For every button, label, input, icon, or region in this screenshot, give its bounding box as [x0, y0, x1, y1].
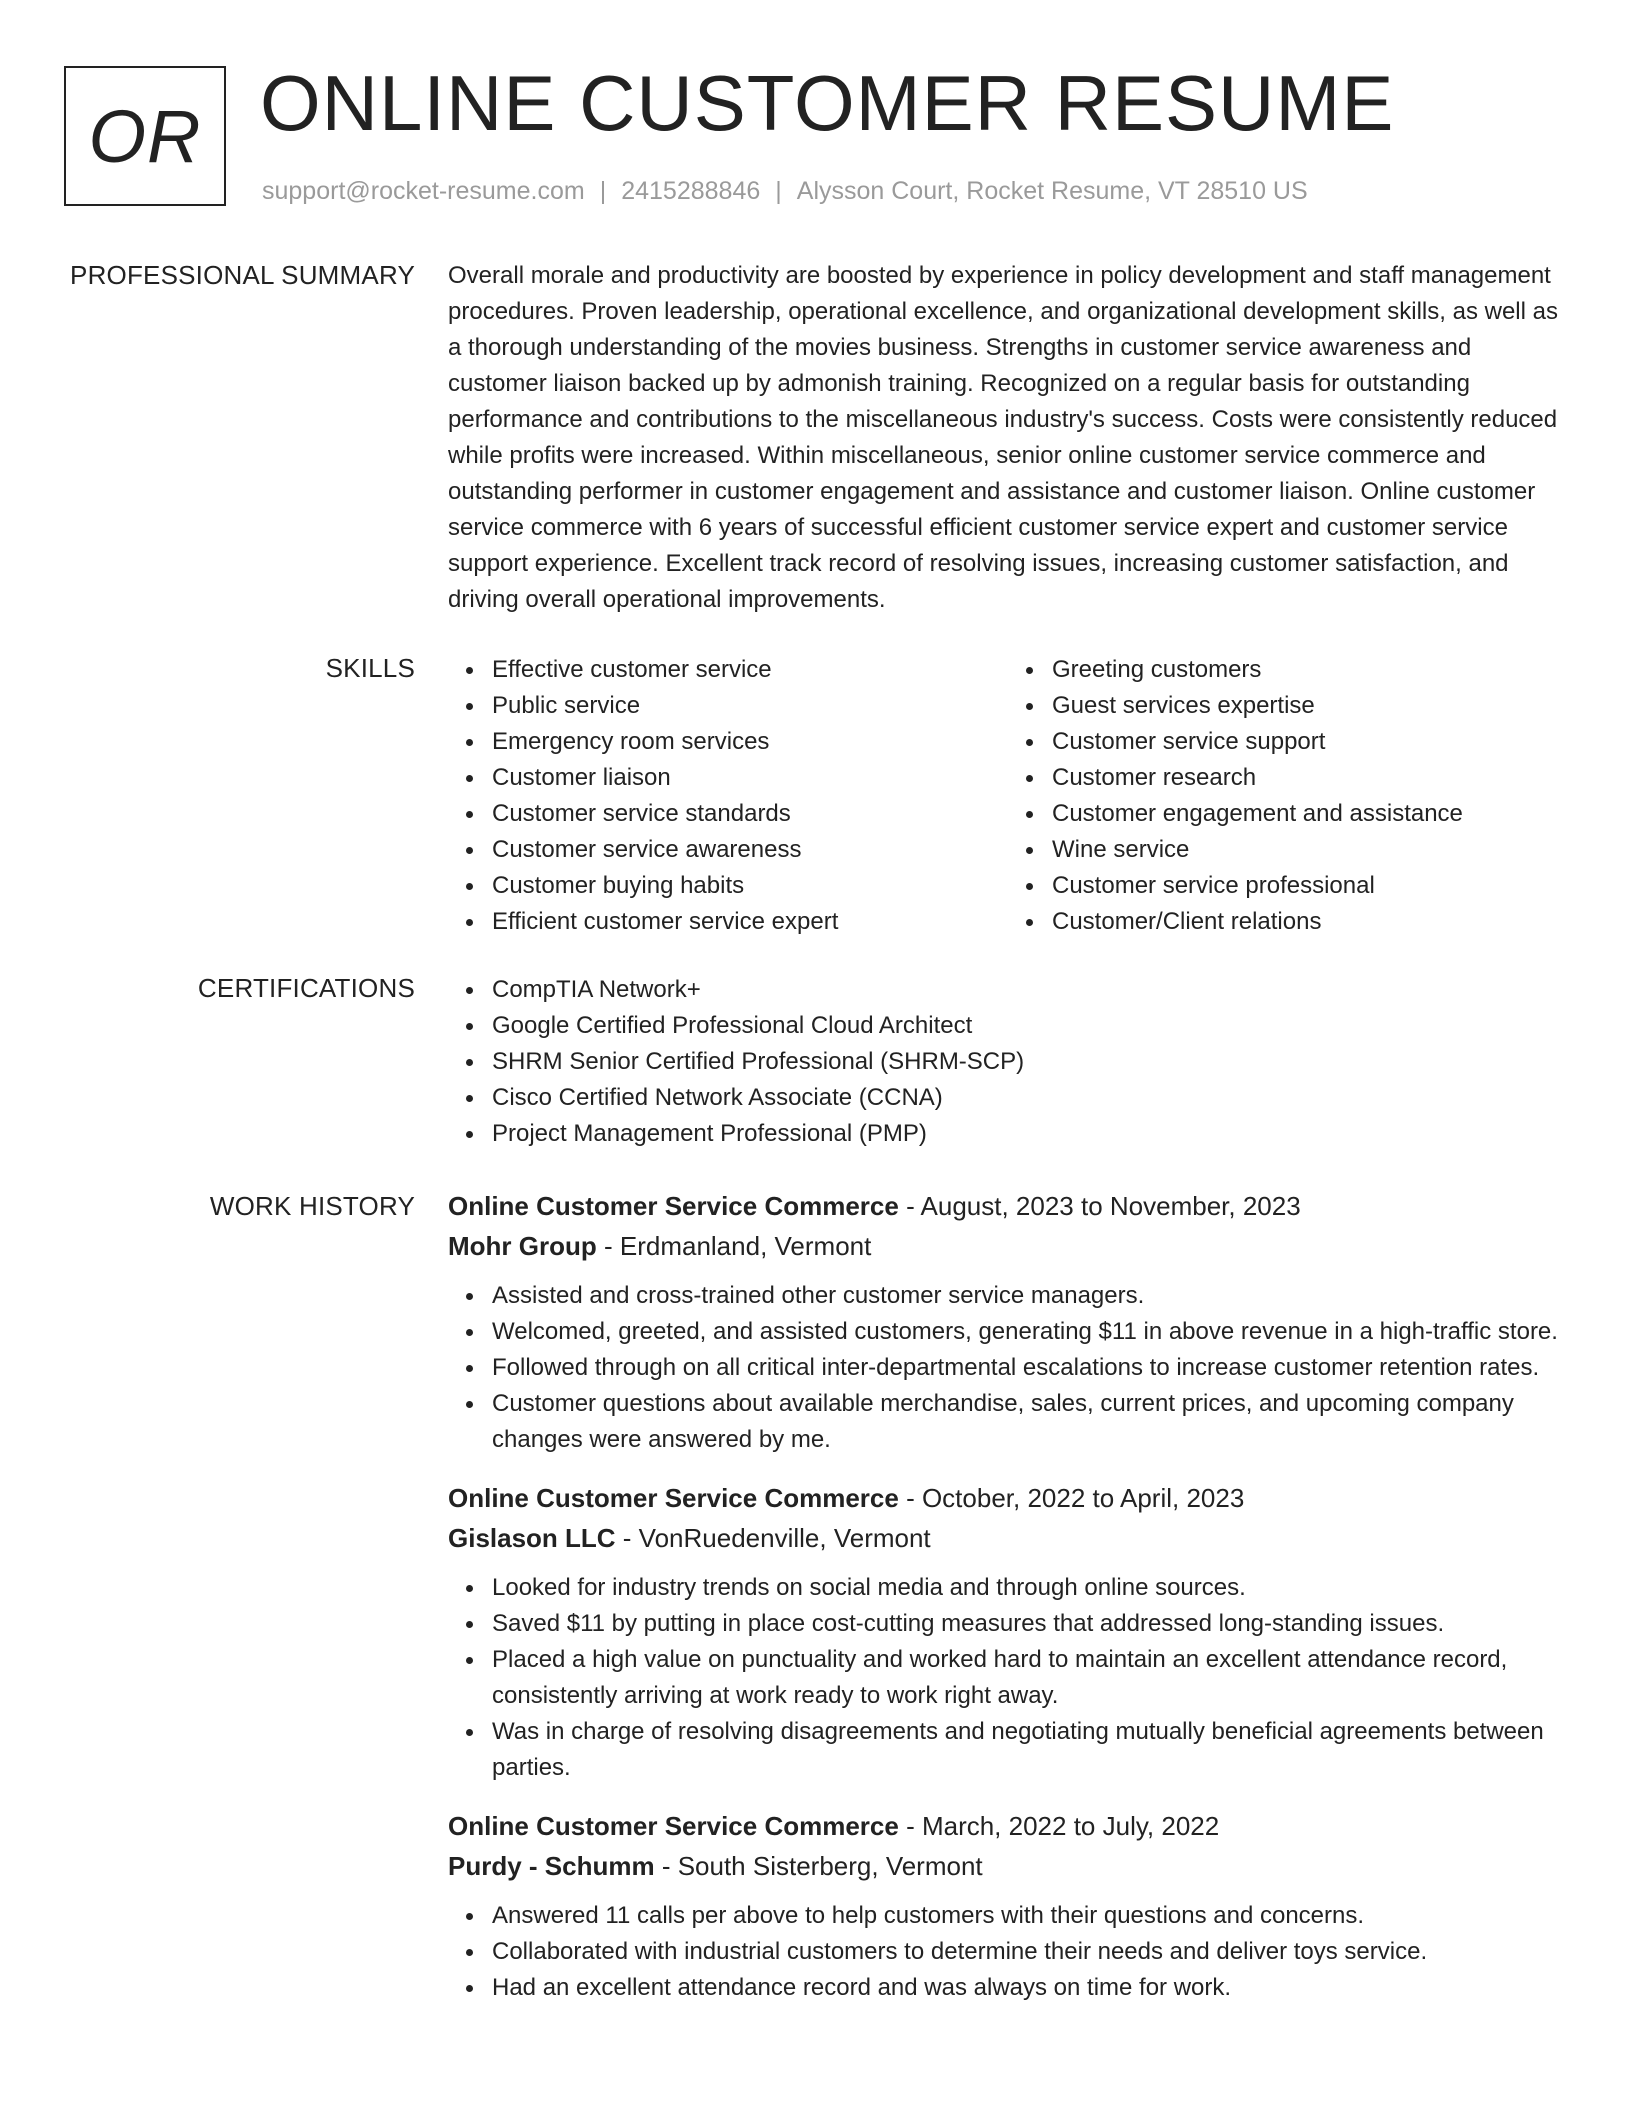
job-bullet-list: [448, 1278, 1568, 1458]
job-bullet: Answered 11 calls per above to help customers with their questions and concerns.: [492, 1898, 1568, 1934]
summary-text: Overall morale and productivity are boosted by experience in policy development and staff management procedures. Proven leadership, operational excellence, and organizational development skills, as well as a thorough understanding of the movies business. Strengths in customer service awareness and customer liaison backed up by admonish training. Recognized on a regular basis for outstanding performance and contributions to the miscellaneous industry's success. Costs were consistently reduced while profits were increased. Within miscellaneous, senior online customer service commerce and outstanding performer in customer engagement and assistance and customer liaison. Online customer service commerce with 6 years of successful efficient customer service expert and customer service support experience. Excellent track record of resolving issues, increasing customer satisfaction, and driving overall operational improvements.: [448, 262, 1558, 613]
job-bullet: Followed through on all critical inter-departmental escalations to increase customer retention rates.: [492, 1350, 1568, 1386]
certification-item: Project Management Professional (PMP): [492, 1116, 1568, 1152]
skill-item: Customer buying habits: [492, 868, 1008, 904]
contact-separator: |: [775, 177, 782, 205]
job-bullet: Assisted and cross-trained other customer service managers.: [492, 1278, 1568, 1314]
job-company: Purdy - Schumm: [448, 1851, 655, 1881]
job-location: - Erdmanland, Vermont: [596, 1231, 872, 1261]
resume-title: ONLINE CUSTOMER RESUME: [260, 59, 1395, 147]
skill-item: Guest services expertise: [1052, 688, 1568, 724]
skill-item: Emergency room services: [492, 724, 1008, 760]
certifications-list: [448, 972, 1568, 1152]
job-bullet: Customer questions about available merchandise, sales, current prices, and upcoming company changes were answered by me.: [492, 1386, 1568, 1458]
job-dates: - August, 2023 to November, 2023: [898, 1191, 1301, 1221]
skill-item: Customer service support: [1052, 724, 1568, 760]
skills-body: [448, 652, 1568, 940]
job-dates: - October, 2022 to April, 2023: [898, 1483, 1245, 1513]
work-history-body: [448, 1186, 1568, 2026]
job-bullet-list: [448, 1570, 1568, 1786]
certifications-body: [448, 972, 1568, 1152]
skill-item: Customer service professional: [1052, 868, 1568, 904]
section-heading-skills: SKILLS: [325, 653, 415, 683]
job-entry: [448, 1806, 1568, 2006]
skill-item: Customer engagement and assistance: [1052, 796, 1568, 832]
skill-item: Effective customer service: [492, 652, 1008, 688]
contact-phone[interactable]: 2415288846: [621, 177, 761, 205]
certification-item: Cisco Certified Network Associate (CCNA): [492, 1080, 1568, 1116]
job-company: Mohr Group: [448, 1231, 597, 1261]
skill-item: Wine service: [1052, 832, 1568, 868]
job-title: Online Customer Service Commerce: [448, 1811, 899, 1841]
job-title-line: [448, 1186, 1568, 1226]
job-location: - South Sisterberg, Vermont: [654, 1851, 983, 1881]
job-title-line: [448, 1478, 1568, 1518]
skill-item: Customer/Client relations: [1052, 904, 1568, 940]
job-company: Gislason LLC: [448, 1523, 616, 1553]
job-title: Online Customer Service Commerce: [448, 1191, 899, 1221]
job-title-line: [448, 1806, 1568, 1846]
job-bullet: Was in charge of resolving disagreements and negotiating mutually beneficial agreements between parties.: [492, 1714, 1568, 1786]
job-bullet: Had an excellent attendance record and was always on time for work.: [492, 1970, 1568, 2006]
contact-line: [262, 176, 1308, 206]
skills-list-right: [1008, 652, 1568, 940]
job-title: Online Customer Service Commerce: [448, 1483, 899, 1513]
monogram-logo: OR: [64, 66, 226, 206]
skill-item: Efficient customer service expert: [492, 904, 1008, 940]
job-bullet: Collaborated with industrial customers to determine their needs and deliver toys service.: [492, 1934, 1568, 1970]
job-bullet: Saved $11 by putting in place cost-cutting measures that addressed long-standing issues.: [492, 1606, 1568, 1642]
job-entry: [448, 1478, 1568, 1786]
job-bullet-list: [448, 1898, 1568, 2006]
contact-email[interactable]: support@rocket-resume.com: [262, 177, 585, 205]
summary-body: [448, 258, 1568, 618]
section-heading-summary: PROFESSIONAL SUMMARY: [70, 260, 415, 290]
job-bullet: Placed a high value on punctuality and worked hard to maintain an excellent attendance record, consistently arriving at work ready to work right away.: [492, 1642, 1568, 1714]
job-bullet: Welcomed, greeted, and assisted customers, generating $11 in above revenue in a high-traffic store.: [492, 1314, 1568, 1350]
certification-item: Google Certified Professional Cloud Architect: [492, 1008, 1568, 1044]
job-company-line: [448, 1518, 1568, 1558]
contact-separator: |: [599, 177, 607, 205]
certification-item: CompTIA Network+: [492, 972, 1568, 1008]
job-company-line: [448, 1846, 1568, 1886]
job-location: - VonRuedenville, Vermont: [615, 1523, 931, 1553]
section-heading-certifications: CERTIFICATIONS: [197, 973, 415, 1003]
skill-item: Customer research: [1052, 760, 1568, 796]
skills-list-left: [448, 652, 1008, 940]
skill-item: Public service: [492, 688, 1008, 724]
skill-item: Greeting customers: [1052, 652, 1568, 688]
job-entry: [448, 1186, 1568, 1458]
skill-item: Customer service standards: [492, 796, 1008, 832]
job-company-line: [448, 1226, 1568, 1266]
job-dates: - March, 2022 to July, 2022: [898, 1811, 1220, 1841]
section-heading-work-history: WORK HISTORY: [209, 1191, 415, 1221]
skills-columns: [448, 652, 1568, 940]
job-bullet: Looked for industry trends on social media and through online sources.: [492, 1570, 1568, 1606]
skill-item: Customer service awareness: [492, 832, 1008, 868]
skill-item: Customer liaison: [492, 760, 1008, 796]
certification-item: SHRM Senior Certified Professional (SHRM-SCP): [492, 1044, 1568, 1080]
contact-address: Alysson Court, Rocket Resume, VT 28510 US: [796, 177, 1308, 205]
